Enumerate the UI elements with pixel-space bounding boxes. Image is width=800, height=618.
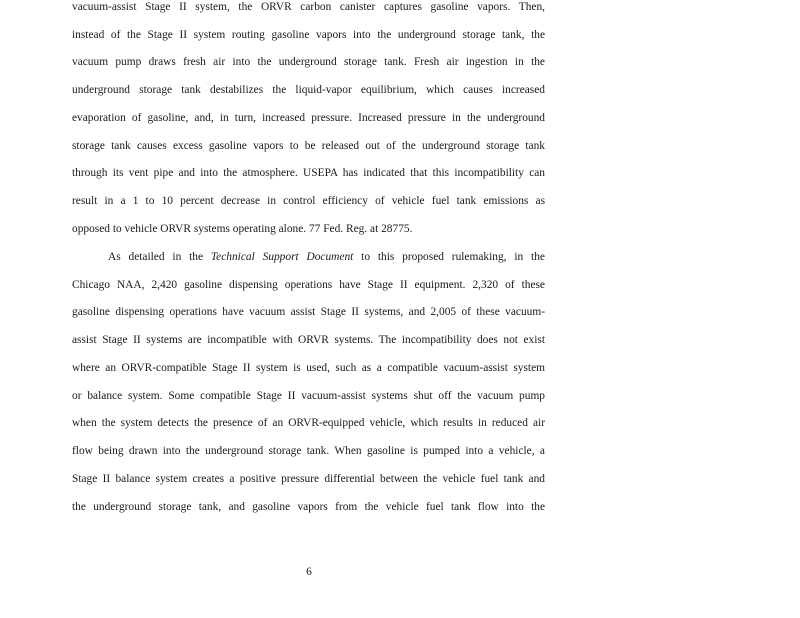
paragraph-1-line: through its vent pipe and into the atmosphere. USEPA has indicated that this incompatibility can	[72, 167, 545, 179]
paragraph-2-line: Chicago NAA, 2,420 gasoline dispensing operations have Stage II equipment. 2,320 of these	[72, 279, 545, 291]
paragraph-2-text: to this proposed rulemaking, in the	[353, 251, 545, 263]
paragraph-2-text: As detailed in the	[108, 251, 211, 263]
paragraph-2-line: the underground storage tank, and gasoline vapors from the vehicle fuel tank flow into the	[72, 501, 545, 513]
paragraph-1-line: storage tank causes excess gasoline vapors to be released out of the underground storage tank	[72, 140, 545, 152]
paragraph-1-line: vacuum pump draws fresh air into the underground storage tank. Fresh air ingestion in the	[72, 56, 545, 68]
paragraph-2-line: when the system detects the presence of an ORVR-equipped vehicle, which results in reduced air	[72, 417, 545, 429]
paragraph-1-line: evaporation of gasoline, and, in turn, increased pressure. Increased pressure in the underground	[72, 112, 545, 124]
paragraph-2-line: gasoline dispensing operations have vacuum assist Stage II systems, and 2,005 of these vacuum-	[72, 306, 545, 318]
paragraph-1-line: underground storage tank destabilizes the liquid-vapor equilibrium, which causes increased	[72, 84, 545, 96]
paragraph-1-line: instead of the Stage II system routing gasoline vapors into the underground storage tank, the	[72, 29, 545, 41]
paragraph-2-line: flow being drawn into the underground storage tank. When gasoline is pumped into a vehicle, a	[72, 445, 545, 457]
paragraph-2-line: Stage II balance system creates a positive pressure differential between the vehicle fuel tank and	[72, 473, 545, 485]
paragraph-2-line: where an ORVR-compatible Stage II system is used, such as a compatible vacuum-assist system	[72, 362, 545, 374]
paragraph-1-line: result in a 1 to 10 percent decrease in control efficiency of vehicle fuel tank emissions as	[72, 195, 545, 207]
paragraph-1-line: vacuum-assist Stage II system, the ORVR carbon canister captures gasoline vapors. Then,	[72, 1, 545, 13]
paragraph-2-first-line	[108, 250, 545, 264]
paragraph-2-line: or balance system. Some compatible Stage II vacuum-assist systems shut off the vacuum pump	[72, 390, 545, 402]
document-title-italic: Technical Support Document	[210, 251, 354, 263]
paragraph-1-line: opposed to vehicle ORVR systems operating alone. 77 Fed. Reg. at 28775.	[72, 223, 413, 235]
page-number: 6	[306, 566, 312, 578]
paragraph-2-line: assist Stage II systems are incompatible with ORVR systems. The incompatibility does not exist	[72, 334, 545, 346]
